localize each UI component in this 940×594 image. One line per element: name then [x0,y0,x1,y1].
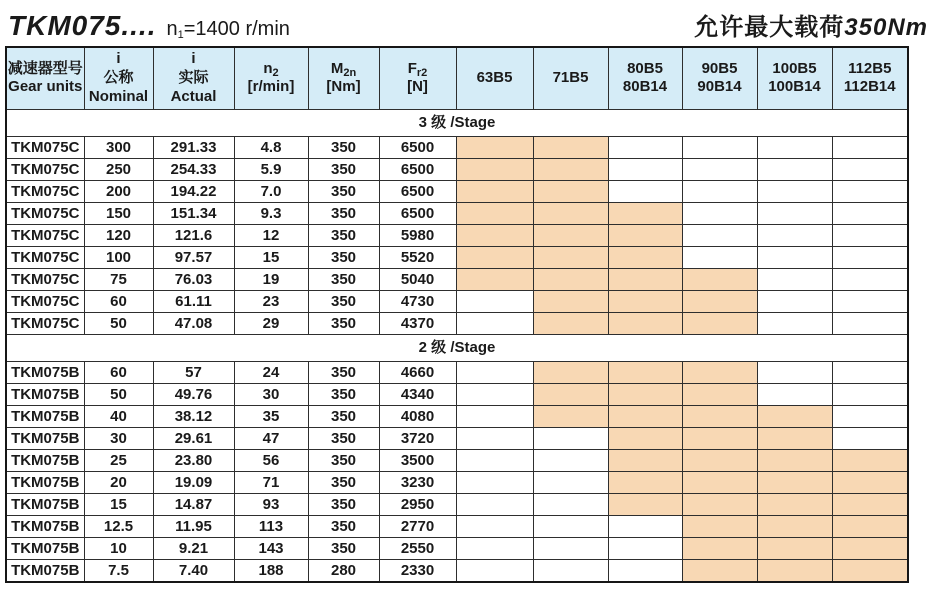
motor-compat-cell-71B5 [533,290,608,312]
cell-model: TKM075C [6,136,84,158]
cell-nominal: 100 [84,246,153,268]
cell-m2n: 350 [308,471,379,493]
motor-compat-cell-100B5 [757,515,832,537]
motor-compat-cell-71B5 [533,180,608,202]
motor-compat-cell-112B5 [832,515,908,537]
motor-compat-cell-80B5 [608,290,682,312]
motor-compat-cell-80B5 [608,180,682,202]
cell-nominal: 60 [84,361,153,383]
motor-compat-cell-90B5 [682,268,757,290]
motor-compat-cell-112B5 [832,158,908,180]
cell-actual: 57 [153,361,234,383]
cell-fr2: 2950 [379,493,456,515]
motor-compat-cell-63B5 [456,493,533,515]
stage-section-label: 3 级 /Stage [6,109,908,136]
stage-section-row [6,334,908,361]
motor-compat-cell-63B5 [456,136,533,158]
cell-model: TKM075C [6,224,84,246]
motor-compat-cell-90B5 [682,361,757,383]
cell-n2: 56 [234,449,308,471]
motor-compat-cell-63B5 [456,202,533,224]
column-header-gear-units: 减速器型号 Gear units [6,47,84,109]
motor-compat-cell-112B5 [832,268,908,290]
motor-compat-cell-100B5 [757,559,832,582]
cell-m2n: 350 [308,246,379,268]
table-row [6,405,908,427]
cell-actual: 194.22 [153,180,234,202]
motor-compat-cell-80B5 [608,449,682,471]
cell-model: TKM075B [6,559,84,582]
motor-compat-cell-100B5 [757,136,832,158]
motor-compat-cell-90B5 [682,383,757,405]
table-row [6,180,908,202]
title-bar [0,0,940,46]
cell-nominal: 7.5 [84,559,153,582]
table-row [6,136,908,158]
motor-compat-cell-90B5 [682,224,757,246]
cell-nominal: 300 [84,136,153,158]
motor-compat-cell-63B5 [456,246,533,268]
motor-compat-cell-112B5 [832,180,908,202]
motor-compat-cell-100B5 [757,471,832,493]
cell-fr2: 6500 [379,180,456,202]
motor-compat-cell-71B5 [533,537,608,559]
cell-m2n: 350 [308,383,379,405]
cell-actual: 97.57 [153,246,234,268]
table-row [6,268,908,290]
cell-n2: 15 [234,246,308,268]
column-header-100B5: 100B5 100B14 [757,47,832,109]
cell-fr2: 4340 [379,383,456,405]
cell-model: TKM075C [6,180,84,202]
motor-compat-cell-112B5 [832,427,908,449]
cell-actual: 291.33 [153,136,234,158]
column-header-112B5: 112B5 112B14 [832,47,908,109]
motor-compat-cell-63B5 [456,515,533,537]
table-row [6,246,908,268]
motor-compat-cell-100B5 [757,427,832,449]
motor-compat-cell-80B5 [608,312,682,334]
cell-n2: 9.3 [234,202,308,224]
motor-compat-cell-100B5 [757,202,832,224]
cell-actual: 29.61 [153,427,234,449]
cell-fr2: 5980 [379,224,456,246]
motor-compat-cell-80B5 [608,383,682,405]
motor-compat-cell-112B5 [832,312,908,334]
motor-compat-cell-71B5 [533,158,608,180]
series-title-group [8,10,290,42]
cell-m2n: 350 [308,537,379,559]
cell-model: TKM075B [6,515,84,537]
cell-actual: 49.76 [153,383,234,405]
cell-fr2: 3500 [379,449,456,471]
table-row [6,493,908,515]
table-row [6,361,908,383]
motor-compat-cell-71B5 [533,312,608,334]
motor-compat-cell-63B5 [456,290,533,312]
cell-nominal: 150 [84,202,153,224]
cell-fr2: 6500 [379,202,456,224]
table-row [6,471,908,493]
column-header-fr2: $F_{r2}$ [N] [379,47,456,109]
motor-compat-cell-63B5 [456,405,533,427]
cell-fr2: 4370 [379,312,456,334]
cell-nominal: 200 [84,180,153,202]
cell-m2n: 350 [308,180,379,202]
cell-m2n: 350 [308,158,379,180]
motor-compat-cell-80B5 [608,224,682,246]
motor-compat-cell-112B5 [832,136,908,158]
motor-compat-cell-80B5 [608,427,682,449]
motor-compat-cell-71B5 [533,361,608,383]
motor-compat-cell-100B5 [757,361,832,383]
motor-compat-cell-100B5 [757,493,832,515]
cell-model: TKM075B [6,449,84,471]
motor-compat-cell-100B5 [757,290,832,312]
motor-compat-cell-90B5 [682,202,757,224]
cell-model: TKM075C [6,246,84,268]
cell-n2: 113 [234,515,308,537]
cell-model: TKM075B [6,537,84,559]
motor-compat-cell-100B5 [757,224,832,246]
motor-compat-cell-112B5 [832,246,908,268]
cell-fr2: 5040 [379,268,456,290]
cell-actual: 47.08 [153,312,234,334]
cell-nominal: 50 [84,383,153,405]
motor-compat-cell-112B5 [832,290,908,312]
cell-fr2: 5520 [379,246,456,268]
motor-compat-cell-90B5 [682,180,757,202]
motor-compat-cell-112B5 [832,537,908,559]
cell-nominal: 10 [84,537,153,559]
cell-fr2: 6500 [379,136,456,158]
motor-compat-cell-100B5 [757,158,832,180]
motor-compat-cell-63B5 [456,449,533,471]
cell-nominal: 250 [84,158,153,180]
motor-compat-cell-80B5 [608,246,682,268]
cell-model: TKM075B [6,383,84,405]
cell-n2: 19 [234,268,308,290]
cell-model: TKM075B [6,427,84,449]
motor-compat-cell-71B5 [533,224,608,246]
column-header-n2: $n_2$ [r/min] [234,47,308,109]
cell-actual: 61.11 [153,290,234,312]
motor-compat-cell-90B5 [682,158,757,180]
motor-compat-cell-71B5 [533,493,608,515]
table-row [6,312,908,334]
motor-compat-cell-63B5 [456,268,533,290]
cell-actual: 9.21 [153,537,234,559]
motor-compat-cell-90B5 [682,515,757,537]
cell-fr2: 3720 [379,427,456,449]
motor-compat-cell-71B5 [533,136,608,158]
cell-m2n: 350 [308,312,379,334]
cell-fr2: 6500 [379,158,456,180]
motor-compat-cell-90B5 [682,290,757,312]
cell-nominal: 12.5 [84,515,153,537]
motor-compat-cell-90B5 [682,493,757,515]
table-row [6,559,908,582]
motor-compat-cell-71B5 [533,471,608,493]
cell-m2n: 350 [308,449,379,471]
motor-compat-cell-112B5 [832,471,908,493]
column-header-71B5: 71B5 [533,47,608,109]
motor-compat-cell-71B5 [533,383,608,405]
motor-compat-cell-112B5 [832,449,908,471]
motor-compat-cell-71B5 [533,405,608,427]
motor-compat-cell-80B5 [608,136,682,158]
max-load-value: 350Nm [844,14,928,41]
cell-fr2: 4730 [379,290,456,312]
cell-n2: 30 [234,383,308,405]
cell-n2: 29 [234,312,308,334]
motor-compat-cell-80B5 [608,515,682,537]
motor-compat-cell-71B5 [533,202,608,224]
cell-actual: 254.33 [153,158,234,180]
cell-nominal: 25 [84,449,153,471]
column-header-90B5: 90B5 90B14 [682,47,757,109]
motor-compat-cell-100B5 [757,537,832,559]
motor-compat-cell-100B5 [757,268,832,290]
max-load-title [694,7,928,42]
max-load-label-cn: 允许最大载荷 [694,14,845,41]
motor-compat-cell-100B5 [757,449,832,471]
cell-fr2: 3230 [379,471,456,493]
cell-model: TKM075B [6,493,84,515]
motor-compat-cell-90B5 [682,312,757,334]
table-row [6,537,908,559]
cell-nominal: 75 [84,268,153,290]
cell-model: TKM075C [6,202,84,224]
cell-actual: 19.09 [153,471,234,493]
cell-m2n: 350 [308,361,379,383]
column-header-i-nominal: i 公称 Nominal [84,47,153,109]
table-row [6,202,908,224]
cell-actual: 23.80 [153,449,234,471]
cell-n2: 12 [234,224,308,246]
speed-subscript: 1 [177,29,184,41]
motor-compat-cell-63B5 [456,224,533,246]
cell-n2: 143 [234,537,308,559]
cell-actual: 14.87 [153,493,234,515]
motor-compat-cell-80B5 [608,202,682,224]
motor-compat-cell-90B5 [682,427,757,449]
cell-m2n: 350 [308,427,379,449]
cell-nominal: 30 [84,427,153,449]
motor-compat-cell-63B5 [456,312,533,334]
motor-compat-cell-80B5 [608,537,682,559]
motor-compat-cell-112B5 [832,361,908,383]
motor-compat-cell-100B5 [757,312,832,334]
motor-compat-cell-71B5 [533,427,608,449]
cell-model: TKM075C [6,158,84,180]
column-header-80B5: 80B5 80B14 [608,47,682,109]
cell-model: TKM075B [6,471,84,493]
cell-actual: 7.40 [153,559,234,582]
cell-m2n: 350 [308,224,379,246]
motor-compat-cell-80B5 [608,405,682,427]
cell-n2: 7.0 [234,180,308,202]
cell-m2n: 350 [308,136,379,158]
motor-compat-cell-90B5 [682,405,757,427]
motor-compat-cell-80B5 [608,493,682,515]
motor-compat-cell-63B5 [456,180,533,202]
motor-compat-cell-90B5 [682,246,757,268]
cell-actual: 151.34 [153,202,234,224]
motor-compat-cell-112B5 [832,224,908,246]
table-header [6,47,908,109]
cell-model: TKM075B [6,361,84,383]
cell-n2: 47 [234,427,308,449]
table-row [6,427,908,449]
table-row [6,515,908,537]
motor-compat-cell-90B5 [682,136,757,158]
cell-n2: 93 [234,493,308,515]
cell-fr2: 2330 [379,559,456,582]
cell-n2: 188 [234,559,308,582]
cell-fr2: 4660 [379,361,456,383]
motor-compat-cell-90B5 [682,537,757,559]
cell-fr2: 2770 [379,515,456,537]
cell-m2n: 350 [308,268,379,290]
motor-compat-cell-112B5 [832,383,908,405]
cell-n2: 5.9 [234,158,308,180]
gear-data-table [5,46,909,583]
motor-compat-cell-80B5 [608,361,682,383]
table-row [6,383,908,405]
motor-compat-cell-80B5 [608,471,682,493]
motor-compat-cell-90B5 [682,449,757,471]
cell-fr2: 2550 [379,537,456,559]
motor-compat-cell-71B5 [533,559,608,582]
table-row [6,158,908,180]
column-header-63B5: 63B5 [456,47,533,109]
column-header-i-actual: i 实际 Actual [153,47,234,109]
table-row [6,224,908,246]
motor-compat-cell-80B5 [608,268,682,290]
cell-m2n: 350 [308,202,379,224]
cell-n2: 4.8 [234,136,308,158]
motor-compat-cell-71B5 [533,515,608,537]
cell-nominal: 40 [84,405,153,427]
cell-n2: 24 [234,361,308,383]
input-speed-label: $n_1=1400$ r/min [166,18,290,41]
motor-compat-cell-63B5 [456,383,533,405]
motor-compat-cell-80B5 [608,158,682,180]
cell-actual: 121.6 [153,224,234,246]
motor-compat-cell-80B5 [608,559,682,582]
motor-compat-cell-63B5 [456,471,533,493]
cell-model: TKM075C [6,268,84,290]
motor-compat-cell-112B5 [832,202,908,224]
motor-compat-cell-100B5 [757,246,832,268]
column-header-m2n: $M_{2n}$ [Nm] [308,47,379,109]
cell-model: TKM075C [6,312,84,334]
motor-compat-cell-112B5 [832,405,908,427]
cell-nominal: 15 [84,493,153,515]
motor-compat-cell-63B5 [456,158,533,180]
cell-m2n: 350 [308,493,379,515]
motor-compat-cell-112B5 [832,493,908,515]
stage-section-row [6,109,908,136]
motor-compat-cell-100B5 [757,405,832,427]
motor-compat-cell-71B5 [533,449,608,471]
cell-m2n: 350 [308,515,379,537]
stage-section-label: 2 级 /Stage [6,334,908,361]
cell-m2n: 350 [308,290,379,312]
cell-n2: 23 [234,290,308,312]
cell-actual: 38.12 [153,405,234,427]
motor-compat-cell-71B5 [533,246,608,268]
motor-compat-cell-63B5 [456,537,533,559]
table-row [6,449,908,471]
cell-nominal: 60 [84,290,153,312]
motor-compat-cell-112B5 [832,559,908,582]
cell-nominal: 20 [84,471,153,493]
cell-model: TKM075C [6,290,84,312]
motor-compat-cell-63B5 [456,559,533,582]
motor-compat-cell-63B5 [456,361,533,383]
motor-compat-cell-90B5 [682,471,757,493]
cell-actual: 76.03 [153,268,234,290]
cell-nominal: 120 [84,224,153,246]
motor-compat-cell-100B5 [757,180,832,202]
cell-m2n: 350 [308,405,379,427]
motor-compat-cell-71B5 [533,268,608,290]
series-title: TKM075.... [8,10,157,41]
cell-n2: 71 [234,471,308,493]
cell-actual: 11.95 [153,515,234,537]
cell-nominal: 50 [84,312,153,334]
cell-m2n: 280 [308,559,379,582]
cell-n2: 35 [234,405,308,427]
motor-compat-cell-100B5 [757,383,832,405]
table-row [6,290,908,312]
motor-compat-cell-63B5 [456,427,533,449]
motor-compat-cell-90B5 [682,559,757,582]
cell-model: TKM075B [6,405,84,427]
cell-fr2: 4080 [379,405,456,427]
